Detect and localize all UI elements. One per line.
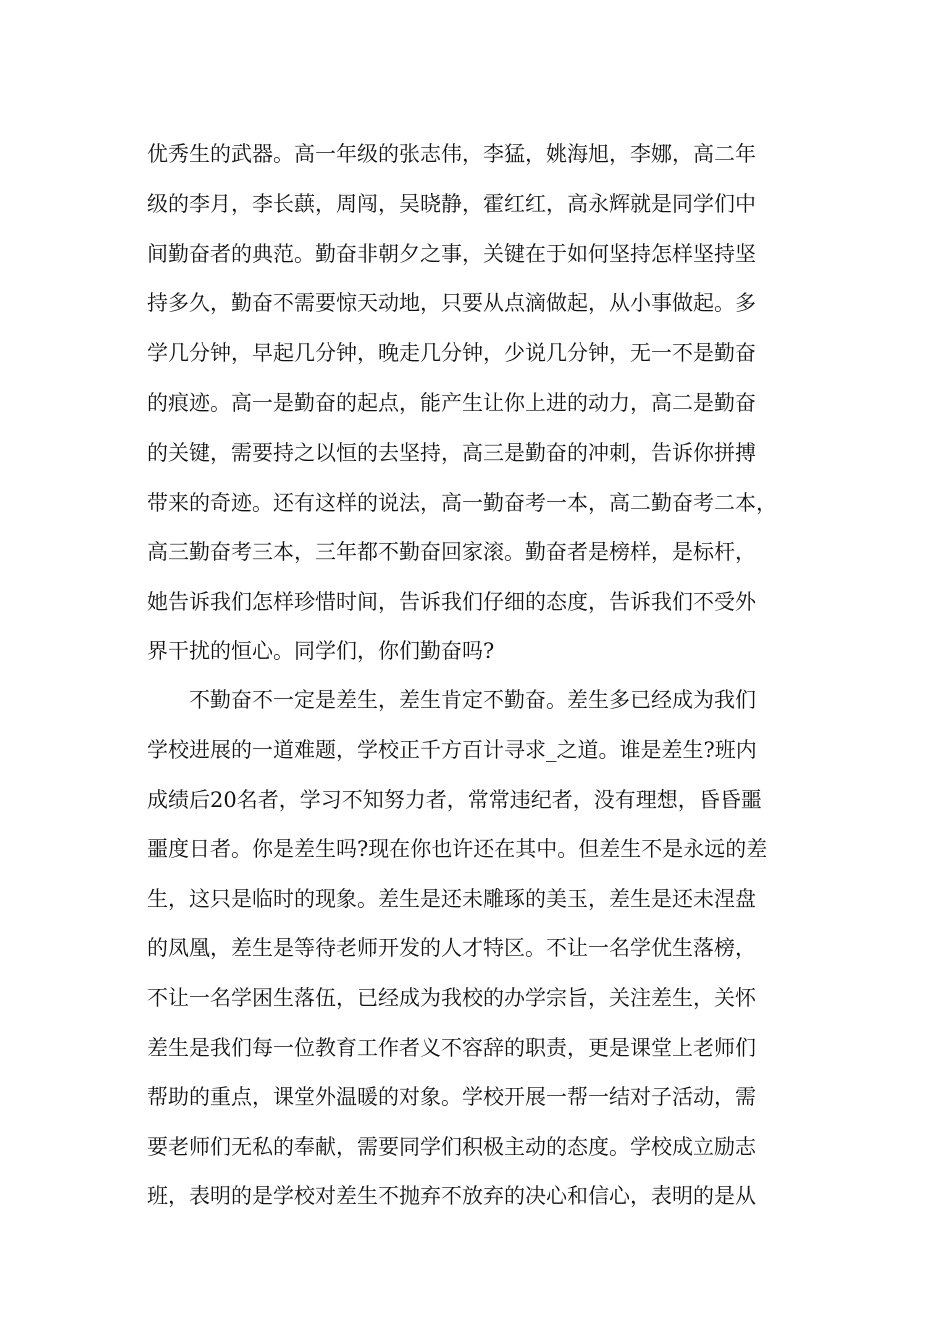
paragraph-line: 帮助的重点，课堂外温暖的对象。学校开展一帮一结对子活动，需 xyxy=(147,1085,756,1109)
paragraph-line: 差生是我们每一位教育工作者义不容辞的职责，更是课堂上老师们 xyxy=(147,1036,756,1060)
paragraph-line: 噩度日者。你是差生吗?现在你也许还在其中。但差生不是永远的差 xyxy=(147,837,768,861)
paragraph-line: 高三勤奋考三本，三年都不勤奋回家滚。勤奋者是榜样，是标杆， xyxy=(147,540,756,564)
paragraph-line: 学校进展的一道难题，学校正千方百计寻求_之道。谁是差生?班内 xyxy=(147,738,757,762)
paragraph-line: 的痕迹。高一是勤奋的起点，能产生让你上进的动力，高二是勤奋 xyxy=(147,391,756,415)
paragraph-line: 优秀生的武器。高一年级的张志伟，李猛，姚海旭，李娜，高二年 xyxy=(147,142,756,166)
paragraph-line: 成绩后20名者，学习不知努力者，常常违纪者，没有理想，昏昏噩 xyxy=(147,788,762,812)
paragraph-line: 间勤奋者的典范。勤奋非朝夕之事，关键在于如何坚持怎样坚持坚 xyxy=(147,242,756,266)
paragraph-line: 不让一名学困生落伍，已经成为我校的办学宗旨，关注差生，关怀 xyxy=(147,986,756,1010)
paragraph-line: 级的李月，李长蕻，周闯，吴晓静，霍红红，高永辉就是同学们中 xyxy=(147,192,756,216)
paragraph-line: 班，表明的是学校对差生不抛弃不放弃的决心和信心，表明的是从 xyxy=(147,1184,756,1208)
paragraph-line: 界干扰的恒心。同学们，你们勤奋吗? xyxy=(147,639,495,663)
paragraph-line: 学几分钟，早起几分钟，晚走几分钟，少说几分钟，无一不是勤奋 xyxy=(147,341,756,365)
paragraph-line: 生，这只是临时的现象。差生是还未雕琢的美玉，差生是还未涅盘 xyxy=(147,887,756,911)
paragraph-line: 的关键，需要持之以恒的去坚持，高三是勤奋的冲刺，告诉你拼搏 xyxy=(147,441,756,465)
paragraph-line: 她告诉我们怎样珍惜时间，告诉我们仔细的态度，告诉我们不受外 xyxy=(147,590,756,614)
paragraph-line: 的凤凰，差生是等待老师开发的人才特区。不让一名学优生落榜， xyxy=(147,936,756,960)
paragraph-line: 持多久，勤奋不需要惊天动地，只要从点滴做起，从小事做起。多 xyxy=(147,291,756,315)
paragraph-line: 要老师们无私的奉献，需要同学们积极主动的态度。学校成立励志 xyxy=(147,1135,756,1159)
paragraph-line: 带来的奇迹。还有这样的说法，高一勤奋考一本，高二勤奋考二本， xyxy=(147,491,777,515)
paragraph-line: 不勤奋不一定是差生，差生肯定不勤奋。差生多已经成为我们 xyxy=(189,688,756,712)
